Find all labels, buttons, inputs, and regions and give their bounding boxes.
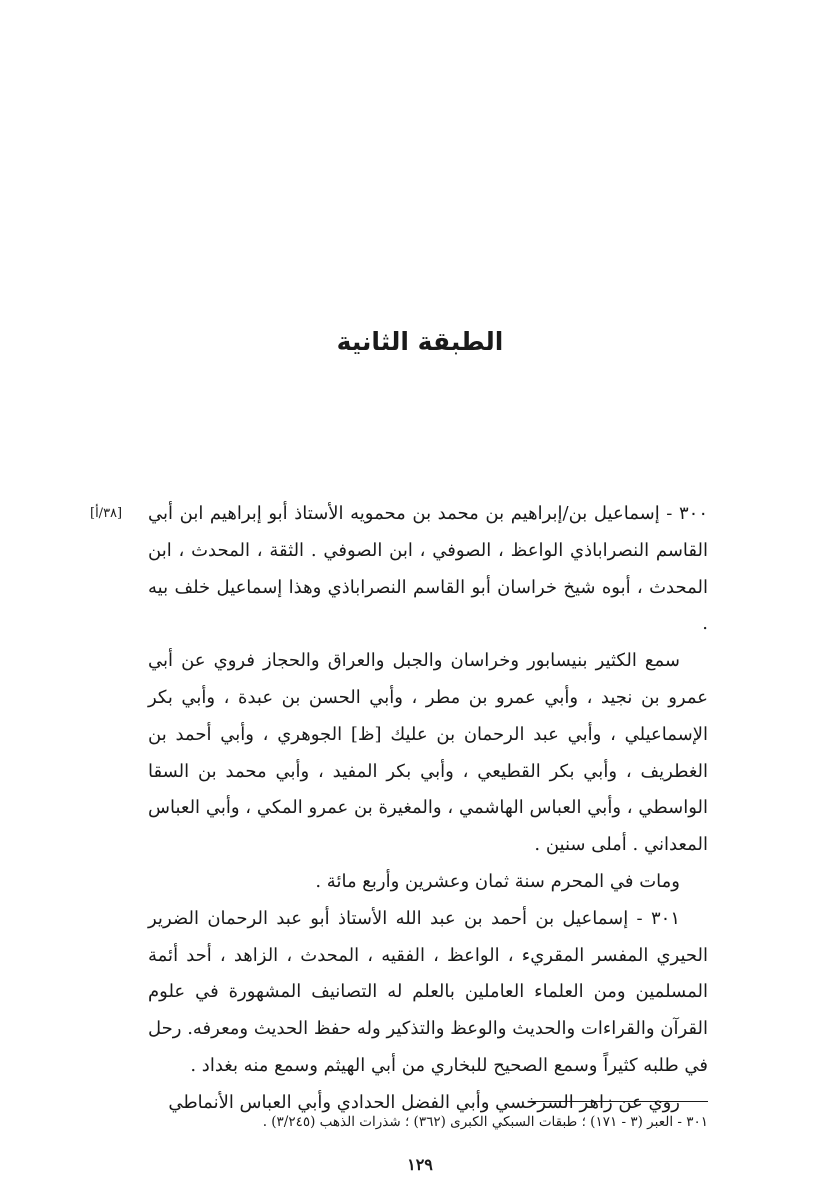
- folio-marker-text: [٣٨/أ]: [90, 506, 123, 521]
- page-number: ١٢٩: [407, 1155, 433, 1174]
- entry-301-heading-paragraph: ٣٠١ - إسماعيل بن أحمد بن عبد الله الأستاذ أبو عبد الرحمان الضرير الحيري المفسر المقريء ، الواعظ ، الفقيه ، المحدث ، الزاهد ، أحد أئمة المسلمين ومن العلماء العاملين بالعلم له التصانيف المشهورة في علوم القرآن والقراءات والحديث والوعظ والتذكير وله حفظ الحديث ومعرفه. رحل في طلبه كثيراً وسمع الصحيح للبخاري من أبي الهيثم وسمع منه بغداد .: [148, 907, 708, 1076]
- entry-300-death-paragraph: ومات في المحرم سنة ثمان وعشرين وأربع مائة .: [315, 870, 680, 892]
- footnote-divider: [528, 1101, 708, 1102]
- section-heading: الطبقة الثانية: [336, 327, 504, 356]
- entry-300-narrators-paragraph: سمع الكثير بنيسابور وخراسان والجبل والعراق والحجاز فروي عن أبي عمرو بن نجيد ، وأبي عمرو بن مطر ، وأبي الحسن بن عبدة ، وأبي بكر الإسماعيلي ، وأبي عبد الرحمان بن عليك [ظ] الجوهري ، وأبي أحمد بن الغطريف ، وأبي بكر القطيعي ، وأبي بكر المفيد ، وأبي محمد بن السقا الواسطي ، وأبي العباس الهاشمي ، والمغيرة بن عمرو المكي ، وأبي العباس المعداني . أملى سنين .: [148, 650, 708, 856]
- folio-marker: [90, 502, 150, 526]
- entry-300-heading-paragraph: ٣٠٠ - إسماعيل بن/إبراهيم بن محمد بن محمويه الأستاذ أبو إبراهيم ابن أبي القاسم النصراباذي الواعظ ، الصوفي ، ابن الصوفي . الثقة ، المحدث ، ابن المحدث ، أبوه شيخ خراسان أبو القاسم النصراباذي وهذا إسماعيل خلف بيه .: [148, 503, 708, 635]
- entry-301-narrators-paragraph: روي عن زاهر السرخسي وأبي الفضل الحدادي وأبي العباس الأنماطي: [168, 1091, 680, 1113]
- main-text: [148, 496, 708, 1122]
- footnote: ٣٠١ - العبر (٣ - ١٧١) ؛ طبقات السبكي الكبرى (٣٦٢) ؛ شذرات الذهب (٣/٢٤٥) .: [262, 1114, 708, 1130]
